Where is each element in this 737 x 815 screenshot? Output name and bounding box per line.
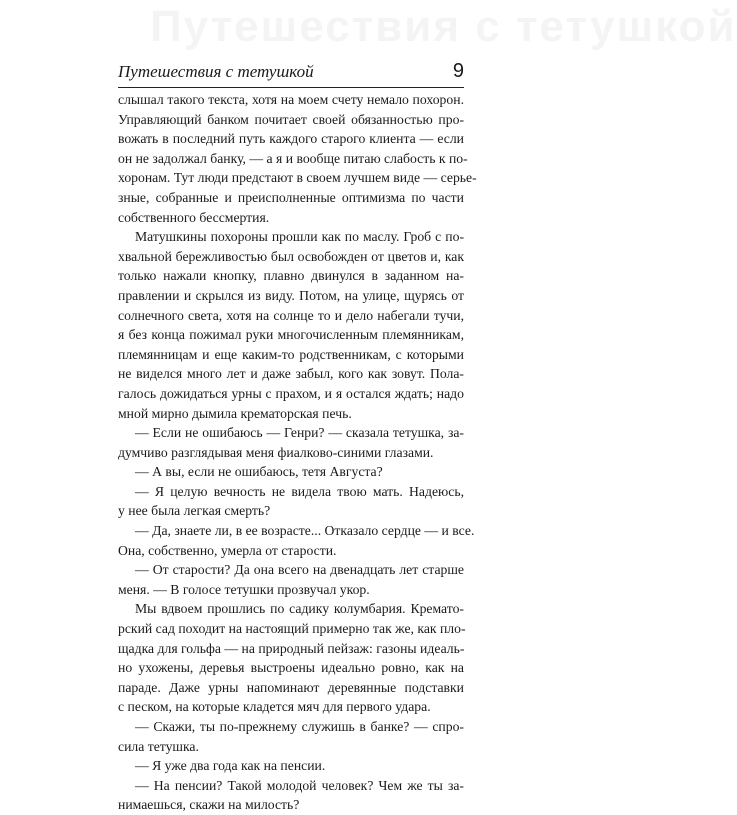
header-rule — [118, 87, 464, 88]
text-line: Мы вдвоем прошлись по садику колумбария. Кремато- — [135, 601, 464, 617]
page-number: 9 — [452, 60, 464, 82]
text-line: меня. — В голосе тетушки прозвучал укор. — [118, 581, 370, 597]
text-line: мной мирно дымила крематорская печь. — [118, 405, 352, 421]
text-line: Она, собственно, умерла от старости. — [118, 542, 337, 558]
text-line: рский сад походит на настоящий примерно так же, как пло- — [118, 621, 466, 637]
text-line: — На пенсии? Такой молодой человек? Чем же ты за- — [135, 777, 464, 793]
text-line: зные, собранные и преисполненные оптимизма по части — [118, 189, 464, 205]
text-line: сила тетушка. — [118, 738, 199, 754]
bleed-through-title: Путешествия с тетушкой — [150, 2, 737, 51]
text-line: правлении и скрылся из виду. Потом, на улице, щурясь от — [118, 287, 464, 303]
text-line: не виделся много лет и даже забыл, кого как зовут. Пола- — [118, 366, 464, 382]
text-line: — Если не ошибаюсь — Генри? — сказала тетушка, за- — [135, 425, 464, 441]
text-line: — Скажи, ты по-прежнему служишь в банке? — спро- — [135, 719, 464, 734]
text-line: но ухожены, деревья выстроены идеально ровно, как на — [118, 660, 464, 676]
text-line: хоронам. Тут люди предстают в своем лучшем виде — серье- — [118, 170, 477, 186]
text-line: у нее была легкая смерть? — [118, 503, 271, 519]
text-line: племянницам и еще каким-то родственникам, с которыми — [118, 346, 464, 362]
text-line: с песком, на которые кладется мяч для первого удара. — [118, 699, 431, 715]
text-line: — Я уже два года как на пенсии. — [135, 758, 326, 774]
text-line: — Я целую вечность не видела твою мать. Надеюсь, — [135, 483, 464, 499]
text-line: — А вы, если не ошибаюсь, тетя Августа? — [135, 464, 383, 480]
body-text — [118, 90, 477, 815]
text-line: Матушкины похороны прошли как по маслу. Гроб с по- — [135, 229, 464, 245]
running-title: Путешествия с тетушкой — [118, 62, 314, 81]
text-line: — От старости? Да она всего на двенадцать лет старше — [135, 562, 464, 578]
text-line: параде. Даже урны напоминают деревянные подставки — [118, 679, 464, 695]
text-line: вожать в последний путь каждого старого клиента — если — [118, 131, 464, 147]
text-line: хвальной бережливостью был освобожден от цветов и, как — [118, 248, 464, 264]
text-line: — Да, знаете ли, в ее возрасте... Отказало сердце — и все. — [135, 523, 475, 539]
text-line: собственного бессмертия. — [118, 209, 270, 225]
text-line: Управляющий банком почитает своей обязанностью про- — [118, 111, 464, 127]
text-line: я без конца пожимал руки многочисленным племянникам, — [118, 327, 464, 343]
text-line: только нажали кнопку, плавно двинулся в заданном на- — [118, 268, 464, 284]
text-line: слышал такого текста, хотя на моем счету немало похорон. — [118, 92, 464, 107]
text-line: думчиво разглядывая меня фиалково-синими глазами. — [118, 444, 434, 460]
text-line: солнечного света, хотя на солнце то и дело набегали тучи, — [118, 307, 464, 323]
text-line: он не задолжал банку, — а я и вообще питаю слабость к по- — [118, 150, 468, 166]
page-header — [118, 62, 464, 86]
text-line: нимаешься, скажи на милость? — [118, 797, 300, 813]
text-line: щадка для гольфа — на природный пейзаж: газоны идеаль- — [118, 640, 465, 656]
text-line: галось дожидаться урны с прахом, и я остался ждать; надо — [118, 385, 464, 401]
